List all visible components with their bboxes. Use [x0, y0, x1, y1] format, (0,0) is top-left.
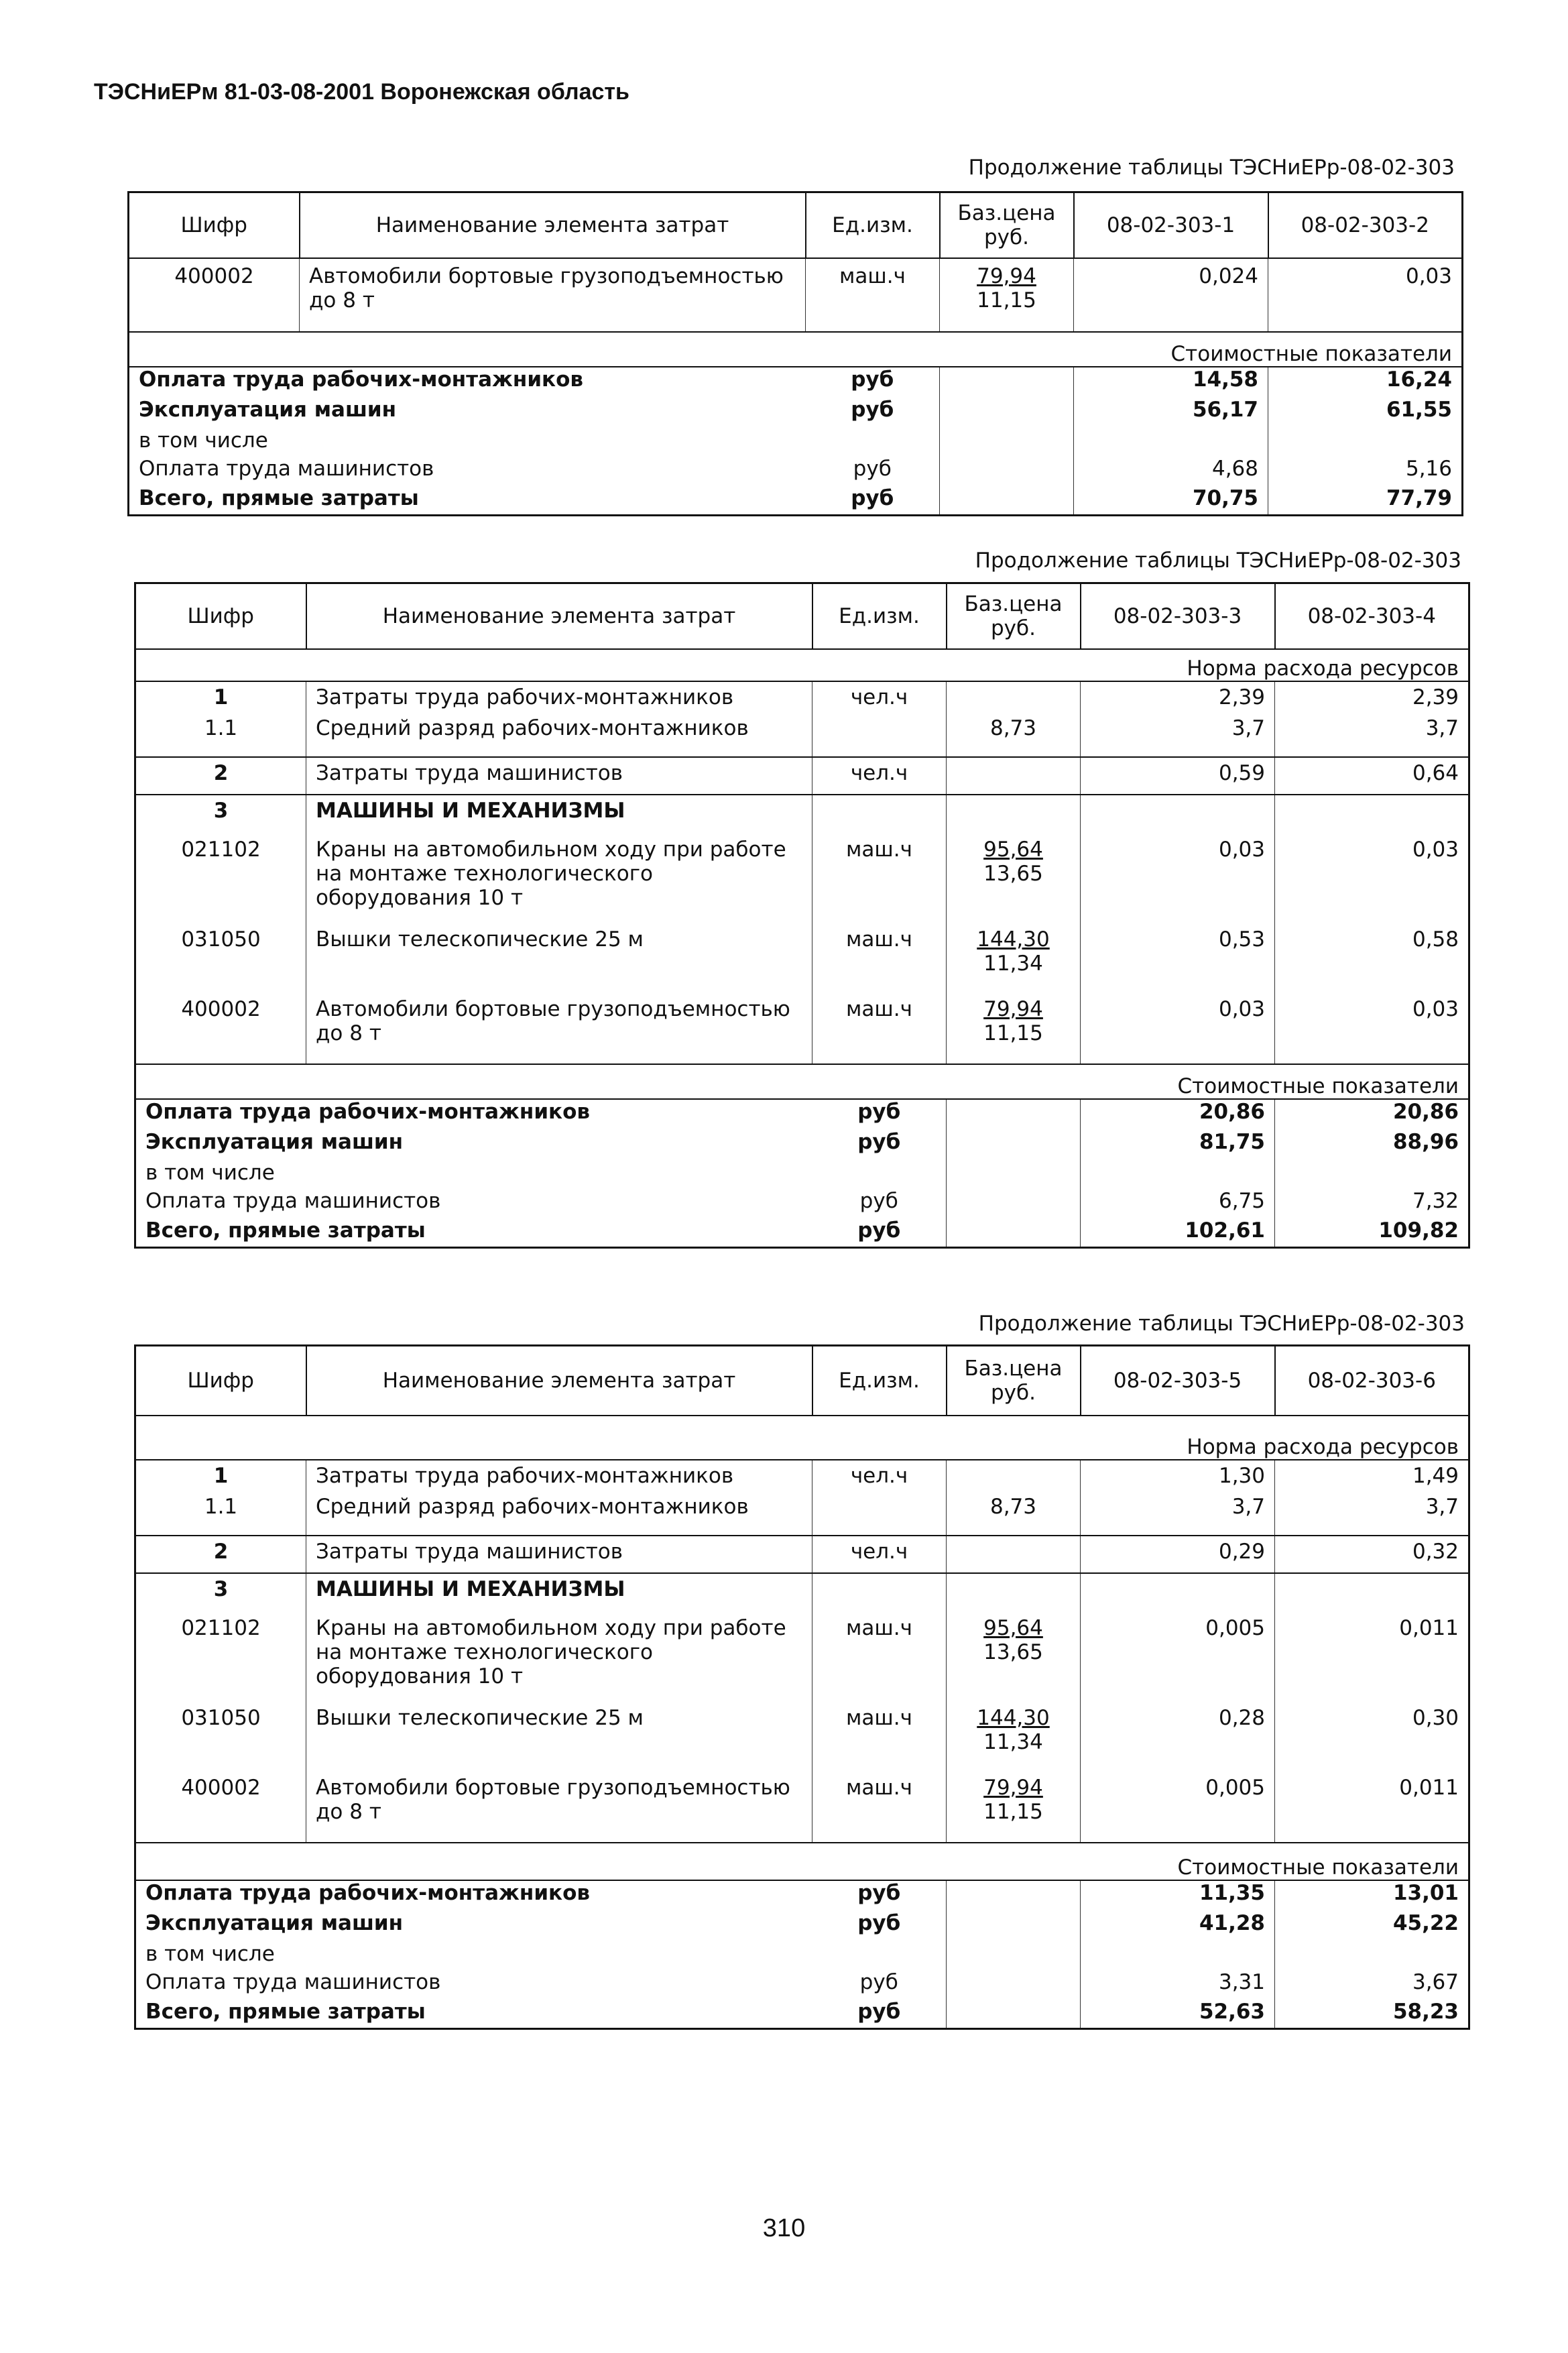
document-header: ТЭСНиЕРм 81-03-08-2001 Воронежская область	[94, 79, 629, 105]
total-row: Всего, прямые затраты руб 102,61 109,82	[135, 1218, 1469, 1248]
total-row: Эксплуатация машин руб 56,17 61,55	[129, 398, 1463, 428]
column-code-b: 08-02-303-6	[1275, 1346, 1469, 1416]
column-code: Шифр	[129, 192, 300, 258]
column-name: Наименование элемента затрат	[300, 192, 806, 258]
total-row: Всего, прямые затраты руб 52,63 58,23	[135, 2000, 1469, 2029]
table-row: 2 Затраты труда машинистов чел.ч 0,59 0,64	[135, 757, 1469, 795]
total-row: Оплата труда машинистов руб 6,75 7,32	[135, 1189, 1469, 1218]
table-row: 1 Затраты труда рабочих-монтажников чел.ч 2,39 2,39	[135, 681, 1469, 713]
total-row: Оплата труда машинистов руб 3,31 3,67	[135, 1970, 1469, 2000]
norm-section-label: Норма расхода ресурсов	[1187, 1434, 1459, 1459]
page-number: 310	[762, 2214, 806, 2242]
column-unit: Ед.изм.	[812, 583, 947, 649]
total-row: Оплата труда машинистов руб 4,68 5,16	[129, 457, 1463, 486]
section-label-row	[135, 649, 1469, 681]
table3-header-row	[135, 1346, 1469, 1416]
section-label-row	[135, 1416, 1469, 1460]
column-code-a: 08-02-303-3	[1081, 583, 1275, 649]
column-code-b: 08-02-303-4	[1275, 583, 1469, 649]
column-name: Наименование элемента затрат	[306, 583, 812, 649]
cost-section-label: Стоимостные показатели	[1177, 1855, 1459, 1880]
table2-continuation-title: Продолжение таблицы ТЭСНиЕРр-08-02-303	[975, 549, 1461, 573]
table-row: 021102 Краны на автомобильном ходу при работе на монтаже технологического оборудования 10 т маш.ч 95,64 13,65 0,03 0,03	[135, 834, 1469, 927]
in-that-row: в том числе	[129, 428, 1463, 457]
table-row: 400002 Автомобили бортовые грузоподъемностью до 8 т маш.ч 79,94 11,15 0,024 0,03	[129, 258, 1463, 332]
column-unit: Ед.изм.	[806, 192, 940, 258]
total-row: Всего, прямые затраты руб 70,75 77,79	[129, 486, 1463, 516]
table-row: 031050 Вышки телескопические 25 м маш.ч 144,30 11,34 0,53 0,58	[135, 927, 1469, 997]
section-row: 3 МАШИНЫ И МЕХАНИЗМЫ	[135, 1573, 1469, 1612]
total-row: Эксплуатация машин руб 81,75 88,96	[135, 1130, 1469, 1161]
column-base-price: Баз.цена руб.	[947, 1346, 1081, 1416]
table-row: 2 Затраты труда машинистов чел.ч 0,29 0,32	[135, 1536, 1469, 1573]
total-row: Эксплуатация машин руб 41,28 45,22	[135, 1911, 1469, 1942]
column-code-b: 08-02-303-2	[1268, 192, 1463, 258]
column-base-price: Баз.цена руб.	[947, 583, 1081, 649]
column-code-a: 08-02-303-1	[1074, 192, 1268, 258]
table-row: 021102 Краны на автомобильном ходу при работе на монтаже технологического оборудования 10 т маш.ч 95,64 13,65 0,005 0,011	[135, 1612, 1469, 1706]
total-row: Оплата труда рабочих-монтажников руб 14,58 16,24	[129, 367, 1463, 398]
table3-continuation-title: Продолжение таблицы ТЭСНиЕРр-08-02-303	[978, 1312, 1465, 1336]
table-row: 031050 Вышки телескопические 25 м маш.ч 144,30 11,34 0,28 0,30	[135, 1706, 1469, 1776]
table2-header-row	[135, 583, 1469, 649]
norm-section-label: Норма расхода ресурсов	[1187, 656, 1459, 681]
table-row: 1 Затраты труда рабочих-монтажников чел.ч 1,30 1,49	[135, 1460, 1469, 1491]
table-row: 400002 Автомобили бортовые грузоподъемностью до 8 т маш.ч 79,94 11,15 0,005 0,011	[135, 1776, 1469, 1843]
column-code: Шифр	[135, 583, 306, 649]
section-label-row	[129, 332, 1463, 367]
cost-section-label: Стоимостные показатели	[1177, 1074, 1459, 1098]
table-row: 1.1 Средний разряд рабочих-монтажников 8,73 3,7 3,7	[135, 1491, 1469, 1536]
column-unit: Ед.изм.	[812, 1346, 947, 1416]
in-that-row: в том числе	[135, 1942, 1469, 1970]
total-row: Оплата труда рабочих-монтажников руб 20,86 20,86	[135, 1099, 1469, 1130]
table3	[134, 1344, 1470, 2030]
table1-continuation-title: Продолжение таблицы ТЭСНиЕРр-08-02-303	[968, 156, 1455, 180]
table1	[127, 191, 1463, 516]
section-label-row	[135, 1064, 1469, 1099]
section-label-row	[135, 1843, 1469, 1880]
table-row: 1.1 Средний разряд рабочих-монтажников 8,73 3,7 3,7	[135, 713, 1469, 757]
column-code-a: 08-02-303-5	[1081, 1346, 1275, 1416]
column-base-price: Баз.цена руб.	[940, 192, 1074, 258]
column-name: Наименование элемента затрат	[306, 1346, 812, 1416]
total-row: Оплата труда рабочих-монтажников руб 11,35 13,01	[135, 1880, 1469, 1911]
column-code: Шифр	[135, 1346, 306, 1416]
table1-header-row	[129, 192, 1463, 258]
table2	[134, 582, 1470, 1249]
table-row: 400002 Автомобили бортовые грузоподъемностью до 8 т маш.ч 79,94 11,15 0,03 0,03	[135, 997, 1469, 1064]
cost-section-label: Стоимостные показатели	[1170, 341, 1452, 366]
section-row: 3 МАШИНЫ И МЕХАНИЗМЫ	[135, 795, 1469, 834]
in-that-row: в том числе	[135, 1161, 1469, 1189]
